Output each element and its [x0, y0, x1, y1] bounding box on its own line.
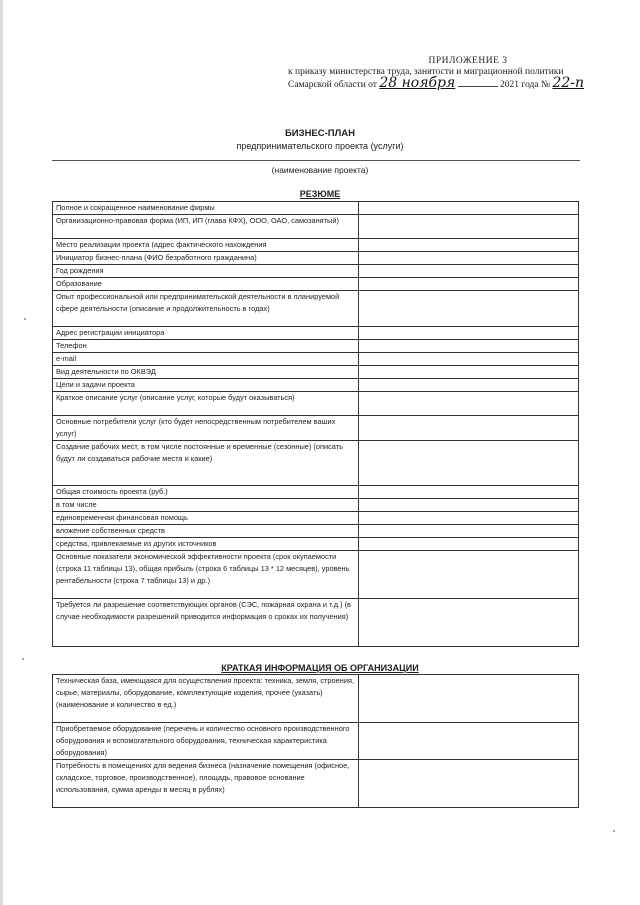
- resume-row-label: Основные показатели экономической эффективности проекта (срок окупаемости (строка 11 таблицы 13), общая прибыль (строка 6 таблицы 13 * 12 месяцев), уровень рентабельности (строка 7 таблицы 13) и др.): [53, 551, 359, 599]
- resume-row-value-field[interactable]: [359, 265, 579, 278]
- resume-row-value-field[interactable]: [359, 215, 579, 239]
- resume-row-label: в том числе: [53, 499, 359, 512]
- resume-row: [53, 327, 579, 340]
- org-row-label: Приобретаемое оборудование (перечень и количество основного производственного оборудования и вспомогательного оборудования, техническая характеристика оборудования): [53, 723, 359, 760]
- org-info-table: [52, 674, 579, 808]
- document-subtitle: предпринимательского проекта (услуги): [236, 141, 404, 151]
- resume-row-value-field[interactable]: [359, 512, 579, 525]
- resume-row: [53, 551, 579, 599]
- resume-row-label: Основные потребители услуг (кто будет непосредственным потребителем ваших услуг): [53, 416, 359, 441]
- resume-row-value-field[interactable]: [359, 239, 579, 252]
- resume-row: [53, 239, 579, 252]
- project-name-caption: (наименование проекта): [271, 165, 369, 175]
- resume-row-label: Требуется ли разрешение соответствующих органов (СЭС, пожарная охрана и т.д.) (в случае необходимости разрешений приводится информация о сроках их получения): [53, 599, 359, 647]
- resume-row-value-field[interactable]: [359, 278, 579, 291]
- resume-row-label: Год рождения: [53, 265, 359, 278]
- resume-row: [53, 525, 579, 538]
- resume-row-label: Инициатор бизнес-плана (ФИО безработного гражданина): [53, 252, 359, 265]
- resume-row: [53, 499, 579, 512]
- resume-row-value-field[interactable]: [359, 599, 579, 647]
- resume-row: [53, 340, 579, 353]
- resume-row: [53, 379, 579, 392]
- org-row-value-field[interactable]: [359, 675, 579, 723]
- resume-row-value-field[interactable]: [359, 441, 579, 486]
- resume-row: [53, 202, 579, 215]
- resume-row-label: Организационно-правовая форма (ИП, ИП (глава КФХ), ООО, ОАО, самозанятый): [53, 215, 359, 239]
- resume-row-label: Полное и сокращенное наименование фирмы: [53, 202, 359, 215]
- resume-row: [53, 599, 579, 647]
- org-row: [53, 675, 579, 723]
- org-section-title: КРАТКАЯ ИНФОРМАЦИЯ ОБ ОРГАНИЗАЦИИ: [221, 663, 419, 673]
- resume-row: [53, 215, 579, 239]
- resume-row: [53, 538, 579, 551]
- resume-row: [53, 512, 579, 525]
- order-reference: к приказу министерства труда, занятости и миграционной политики: [288, 67, 564, 77]
- date-blank: [458, 86, 498, 87]
- resume-row-value-field[interactable]: [359, 291, 579, 327]
- resume-row-value-field[interactable]: [359, 353, 579, 366]
- resume-row-value-field[interactable]: [359, 252, 579, 265]
- resume-row-value-field[interactable]: [359, 551, 579, 599]
- resume-row-label: Образование: [53, 278, 359, 291]
- resume-row: [53, 366, 579, 379]
- resume-row: [53, 265, 579, 278]
- scan-speck: [24, 318, 26, 320]
- resume-row-value-field[interactable]: [359, 499, 579, 512]
- org-row-label: Техническая база, имеющаяся для осуществления проекта: техника, земля, строения, сырье, материалы, оборудование, комплектующие изделия, прочее (указать) (наименование и количество в ед.): [53, 675, 359, 723]
- resume-row-label: Общая стоимость проекта (руб.): [53, 486, 359, 499]
- resume-row-label: средства, привлекаемые из других источников: [53, 538, 359, 551]
- resume-row-value-field[interactable]: [359, 538, 579, 551]
- resume-row: [53, 486, 579, 499]
- resume-row-label: вложение собственных средств: [53, 525, 359, 538]
- resume-row-label: Создание рабочих мест, в том числе постоянные и временные (сезонные) (описать будут ли создаваться рабочие места и какие): [53, 441, 359, 486]
- resume-row-label: Место реализации проекта (адрес фактического нахождения: [53, 239, 359, 252]
- resume-row-label: Цели и задачи проекта: [53, 379, 359, 392]
- resume-row: [53, 392, 579, 416]
- document-header: [288, 56, 588, 91]
- org-row: [53, 760, 579, 808]
- scan-speck: [22, 658, 24, 660]
- resume-row-label: Вид деятельности по ОКВЭД: [53, 366, 359, 379]
- appendix-label: ПРИЛОЖЕНИЕ 3: [428, 56, 508, 66]
- resume-row: [53, 441, 579, 486]
- org-row-value-field[interactable]: [359, 723, 579, 760]
- resume-row-value-field[interactable]: [359, 379, 579, 392]
- org-row-value-field[interactable]: [359, 760, 579, 808]
- resume-row-label: Адрес регистрации инициатора: [53, 327, 359, 340]
- resume-row: [53, 252, 579, 265]
- resume-row-value-field[interactable]: [359, 486, 579, 499]
- resume-row-value-field[interactable]: [359, 340, 579, 353]
- resume-row-label: единовременная финансовая помощь: [53, 512, 359, 525]
- resume-row: [53, 353, 579, 366]
- resume-row: [53, 416, 579, 441]
- order-date-line: [288, 75, 588, 91]
- resume-row-value-field[interactable]: [359, 392, 579, 416]
- resume-table: [52, 201, 579, 647]
- document-title: БИЗНЕС-ПЛАН: [284, 128, 356, 139]
- resume-row: [53, 291, 579, 327]
- region-prefix: Самарской области от: [288, 80, 377, 90]
- resume-row-label: e-mail: [53, 353, 359, 366]
- resume-row: [53, 278, 579, 291]
- resume-row-value-field[interactable]: [359, 416, 579, 441]
- resume-row-label: Телефон: [53, 340, 359, 353]
- resume-row-value-field[interactable]: [359, 327, 579, 340]
- org-row: [53, 723, 579, 760]
- resume-row-label: Опыт профессиональной или предпринимательской деятельности в планируемой сфере деятельности (описание и продолжительность в годах): [53, 291, 359, 327]
- resume-section-title: РЕЗЮМЕ: [299, 189, 341, 199]
- year-text: 2021 года №: [500, 80, 551, 90]
- resume-row-value-field[interactable]: [359, 202, 579, 215]
- scan-speck: [613, 830, 615, 832]
- handwritten-number: 22-п: [552, 75, 584, 91]
- handwritten-date: 28 ноября: [379, 75, 456, 91]
- resume-row-label: Краткое описание услуг (описание услуг, которые будут оказываться): [53, 392, 359, 416]
- resume-row-value-field[interactable]: [359, 525, 579, 538]
- resume-row-value-field[interactable]: [359, 366, 579, 379]
- project-name-line: [52, 160, 580, 161]
- org-row-label: Потребность в помещениях для ведения бизнеса (назначение помещения (офисное, складское, торговое, производственное), площадь, правовое основание использования, сумма аренды в месяц в рублях): [53, 760, 359, 808]
